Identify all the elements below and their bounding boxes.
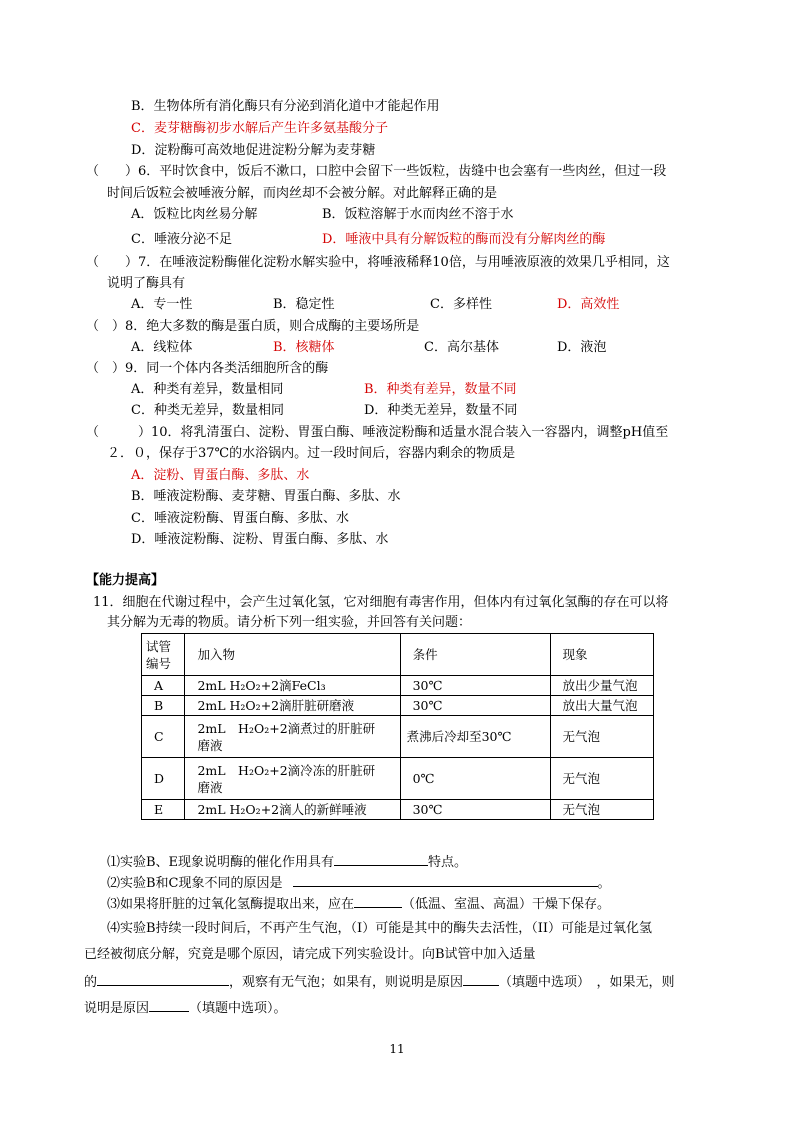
- answer-blank-2[interactable]: [293, 873, 598, 887]
- table-row: [142, 758, 654, 800]
- q10-option-d: D．唾液淀粉酶、淀粉、胃蛋白酶、多肽、水: [131, 532, 389, 547]
- q7-option-a: A．专一性: [131, 297, 193, 312]
- added-substance: 2mL H₂O₂+2滴煮过的肝脏研磨液: [185, 716, 400, 758]
- q6-option-c: C．唾液分泌不足: [131, 232, 232, 247]
- q7-option-b: B．稳定性: [273, 297, 335, 312]
- header-condition: 条件: [400, 634, 550, 676]
- q11-part4-line2: 已经被彻底分解，究竟是哪个原因，请完成下列实验设计。向B试管中加入适量: [84, 947, 536, 962]
- page-number: 11: [389, 1042, 405, 1056]
- q11-part2-suffix: 。: [597, 876, 611, 891]
- tube-id: D: [142, 758, 185, 800]
- result: 放出少量气泡: [550, 676, 653, 696]
- q11-part3-suffix: （低温、室温、高温）干燥下保存。: [402, 897, 611, 912]
- q6-option-b: B．饭粒溶解于水而肉丝不溶于水: [322, 207, 514, 222]
- q5-option-d: D．淀粉酶可高效地促进淀粉分解为麦芽糖: [131, 143, 376, 158]
- condition: 30℃: [400, 800, 550, 820]
- q9-option-b: B．种类有差异，数量不同: [364, 382, 517, 397]
- added-substance: 2mL H₂O₂+2滴冷冻的肝脏研磨液: [185, 758, 400, 800]
- result: 无气泡: [550, 716, 653, 758]
- answer-blank-4[interactable]: [97, 972, 229, 986]
- q10-option-b: B．唾液淀粉酶、麦芽糖、胃蛋白酶、多肽、水: [131, 489, 401, 504]
- result: 放出大量气泡: [550, 696, 653, 716]
- added-substance: 2mL H₂O₂+2滴人的新鲜唾液: [185, 800, 400, 820]
- q11-part3: [107, 894, 610, 914]
- q11-part2-text: ⑵实验B和C现象不同的原因是: [107, 876, 283, 891]
- q6-stem-line1: （ ）6．平时饮食中，饭后不漱口，口腔中会留下一些饭粒，齿缝中也会塞有一些肉丝，但过一段: [86, 164, 667, 179]
- q11-part4-text: ，观察有无气泡；如果有，则说明是原因: [229, 975, 464, 990]
- q8-stem: （ ）8．绝大多数的酶是蛋白质，则合成酶的主要场所是: [86, 319, 420, 334]
- header-tube-line1: 试管: [146, 638, 172, 654]
- result: 无气泡: [550, 758, 653, 800]
- q11-part1: [107, 852, 467, 872]
- answer-blank-6[interactable]: [149, 998, 189, 1012]
- q5-option-b: B．生物体所有消化酶只有分泌到消化道中才能起作用: [131, 99, 440, 114]
- table-row: [142, 676, 654, 696]
- q10-option-a: A．淀粉、胃蛋白酶、多肽、水: [131, 468, 310, 483]
- added-substance: 2mL H₂O₂+2滴FeCl₃: [185, 676, 400, 696]
- condition: 30℃: [400, 696, 550, 716]
- tube-id: E: [142, 800, 185, 820]
- table-row: [142, 716, 654, 758]
- q7-stem-line1: （ ）7．在唾液淀粉酶催化淀粉水解实验中，将唾液稀释10倍，与用唾液原液的效果几乎相同，这: [86, 255, 670, 270]
- q11-part1-suffix: 特点。: [428, 855, 468, 870]
- q10-stem-line1: （ ）10．将乳清蛋白、淀粉、胃蛋白酶、唾液淀粉酶和适量水混合装入一容器内，调整pH值至: [86, 425, 669, 440]
- experiment-table: [141, 633, 654, 820]
- q11-part4-line3: [84, 972, 675, 992]
- answer-blank-3[interactable]: [354, 894, 402, 908]
- tube-id: A: [142, 676, 185, 696]
- q10-stem-line2: ２．０，保存于37℃的水浴锅内。过一段时间后，容器内剩余的物质是: [107, 446, 516, 461]
- q7-option-d: D．高效性: [557, 297, 620, 312]
- tube-id: C: [142, 716, 185, 758]
- header-result: 现象: [550, 634, 653, 676]
- q6-option-d: D．唾液中具有分解饭粒的酶而没有分解肉丝的酶: [322, 232, 606, 247]
- header-added: 加入物: [185, 634, 400, 676]
- condition: 30℃: [400, 676, 550, 696]
- q10-option-c: C．唾液淀粉酶、胃蛋白酶、多肽、水: [131, 511, 349, 526]
- q11-stem-line1: 11．细胞在代谢过程中，会产生过氧化氢，它对细胞有毒害作用，但体内有过氧化氢酶的存在可以将: [93, 595, 669, 610]
- q9-option-a: A．种类有差异，数量相同: [131, 382, 284, 397]
- q7-stem-line2: 说明了酶具有: [107, 276, 186, 291]
- q9-option-c: C．种类无差异，数量相同: [131, 403, 284, 418]
- condition: 煮沸后冷却至30℃: [400, 716, 550, 758]
- q5-option-c: C．麦芽糖酶初步水解后产生许多氨基酸分子: [131, 121, 388, 136]
- q11-part2: [107, 873, 611, 893]
- q11-part4-text2: （填题中选项） ，如果无，则: [499, 975, 675, 990]
- q9-stem: （ ）9．同一个体内各类活细胞所含的酶: [86, 361, 329, 376]
- result: 无气泡: [550, 800, 653, 820]
- tube-id: B: [142, 696, 185, 716]
- q8-option-c: C．高尔基体: [424, 340, 499, 355]
- table-row: [142, 800, 654, 820]
- q7-option-c: C．多样性: [430, 297, 492, 312]
- condition: 0℃: [400, 758, 550, 800]
- q11-part1-text: ⑴实验B、E现象说明酶的催化作用具有: [107, 855, 335, 870]
- q8-option-a: A．线粒体: [131, 340, 193, 355]
- q6-option-a: A．饭粒比肉丝易分解: [131, 207, 258, 222]
- header-tube-line2: 编号: [146, 655, 172, 671]
- q11-part4-prefix2: 说明是原因: [84, 1001, 150, 1016]
- q8-option-b: B．核糖体: [273, 340, 335, 355]
- q8-option-d: D．液泡: [557, 340, 607, 355]
- answer-blank-5[interactable]: [463, 972, 499, 986]
- answer-blank-1[interactable]: [334, 852, 428, 866]
- header-tube: [142, 634, 185, 676]
- table-row: [142, 696, 654, 716]
- q11-stem-line2: 其分解为无毒的物质。请分析下列一组实验，并回答有关问题：: [107, 615, 472, 630]
- q6-stem-line2: 时间后饭粒会被唾液分解，而肉丝却不会被分解。对此解释正确的是: [107, 186, 498, 201]
- added-substance: 2mL H₂O₂+2滴肝脏研磨液: [185, 696, 400, 716]
- q11-part4-prefix: 的: [84, 975, 98, 990]
- q9-option-d: D．种类无差异，数量不同: [364, 403, 518, 418]
- q11-part4-suffix: （填题中选项）。: [189, 1001, 287, 1016]
- q11-part4-line1: ⑷实验B持续一段时间后，不再产生气泡，（I）可能是其中的酶失去活性，（II）可能是过氧化氢: [107, 921, 652, 936]
- table-header-row: [142, 634, 654, 676]
- q11-part3-text: ⑶如果将肝脏的过氧化氢酶提取出来，应在: [107, 897, 355, 912]
- q11-part4-line4: [84, 998, 287, 1018]
- section-title: 【能力提高】: [86, 573, 165, 588]
